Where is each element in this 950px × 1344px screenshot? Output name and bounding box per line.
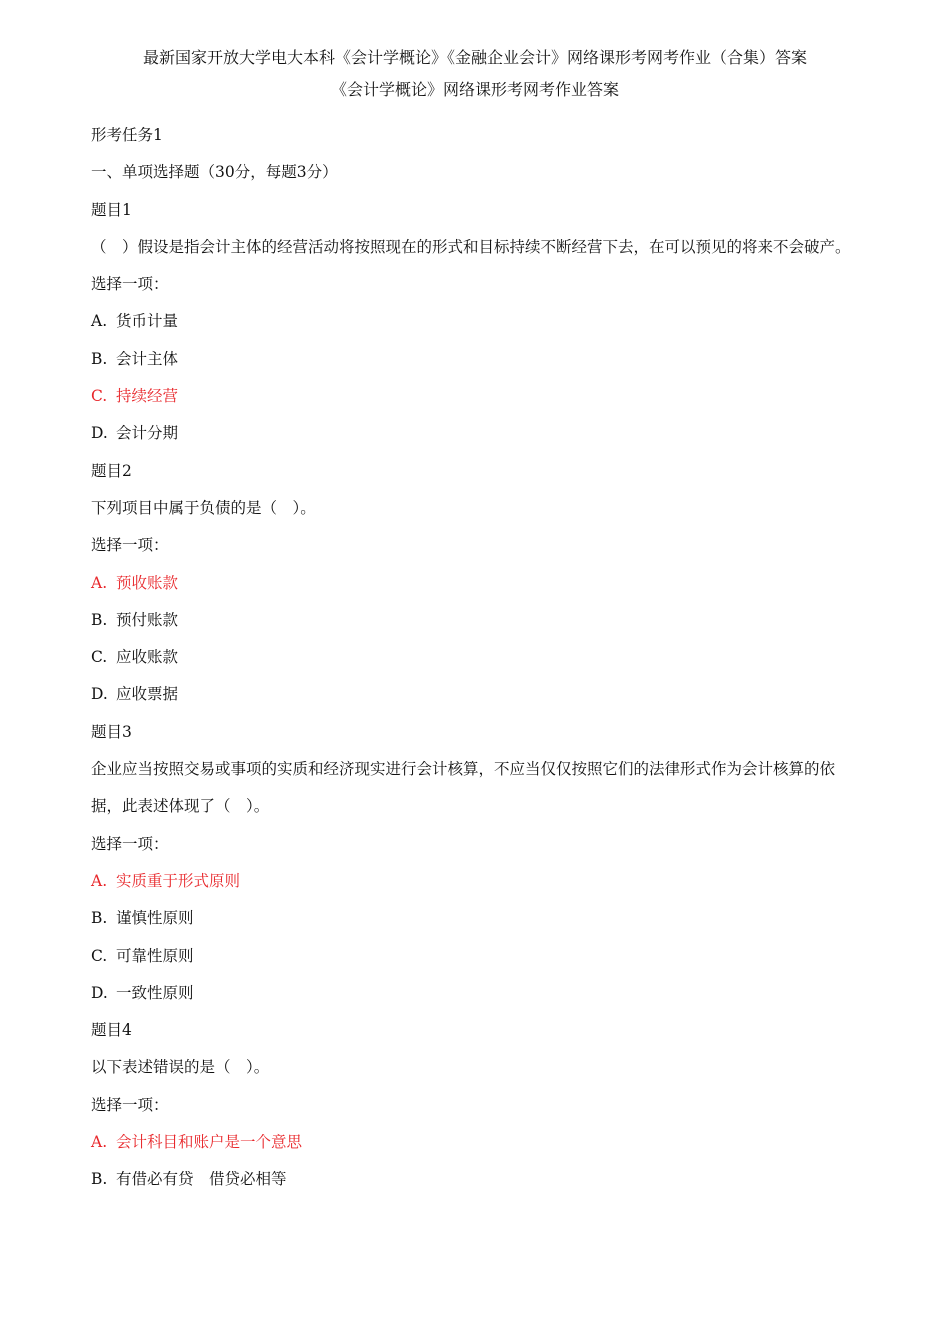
option-letter: C. (91, 387, 108, 406)
option-d (91, 676, 861, 713)
option-c (91, 938, 861, 975)
option-text: 预付账款 (116, 610, 179, 629)
option-d (91, 975, 861, 1012)
option-b (91, 341, 861, 378)
option-letter: A. (91, 573, 108, 592)
option-a-correct (91, 1124, 861, 1161)
option-text: 会计主体 (116, 349, 179, 368)
question-block (91, 714, 861, 1012)
document-subtitle: 《会计学概论》网络课形考网考作业答案 (330, 80, 619, 99)
question-label: 题目3 (91, 722, 132, 741)
document-title: 最新国家开放大学电大本科《会计学概论》《金融企业会计》网络课形考网考作业（合集）答案 (142, 48, 807, 67)
option-c-correct (91, 378, 861, 415)
option-text: 一致性原则 (116, 983, 194, 1002)
question-stem: 下列项目中属于负债的是（ ）。 (91, 498, 316, 517)
option-a-correct (91, 863, 861, 900)
option-text: 应收账款 (116, 648, 179, 667)
option-text: 预收账款 (116, 573, 179, 592)
option-text: 应收票据 (116, 685, 179, 704)
question-block (91, 453, 861, 714)
option-letter: B. (91, 610, 108, 629)
task-heading: 形考任务1 (91, 126, 163, 144)
question-prompt: 选择一项： (91, 275, 169, 294)
option-letter: A. (91, 312, 108, 331)
option-a (91, 303, 861, 340)
option-b (91, 1161, 861, 1198)
option-b (91, 602, 861, 639)
option-letter: C. (91, 946, 108, 965)
question-stem: （ ）假设是指会计主体的经营活动将按照现在的形式和目标持续不断经营下去，在可以预见的将来不会破产。 (91, 237, 851, 256)
option-text: 实质重于形式原则 (116, 871, 241, 890)
option-text: 可靠性原则 (116, 946, 194, 965)
option-text: 会计分期 (116, 424, 179, 443)
question-stem: 以下表述错误的是（ ）。 (91, 1058, 270, 1077)
option-text: 持续经营 (116, 387, 179, 406)
option-letter: B. (91, 1170, 108, 1189)
option-text: 货币计量 (116, 312, 179, 331)
option-text: 有借必有贷 借贷必相等 (116, 1170, 287, 1189)
question-stem: 企业应当按照交易或事项的实质和经济现实进行会计核算，不应当仅仅按照它们的法律形式作为会计核算的依据，此表述体现了（ ）。 (91, 760, 836, 816)
question-label: 题目4 (91, 1021, 132, 1040)
option-d (91, 415, 861, 452)
option-text: 谨慎性原则 (116, 909, 194, 928)
question-label: 题目1 (91, 200, 132, 219)
option-letter: B. (91, 909, 108, 928)
option-b (91, 900, 861, 937)
option-letter: D. (91, 685, 108, 704)
option-text: 会计科目和账户是一个意思 (116, 1133, 303, 1152)
question-block (91, 192, 861, 453)
document-content (91, 117, 861, 1199)
option-letter: A. (91, 871, 108, 890)
option-letter: B. (91, 349, 108, 368)
option-a-correct (91, 565, 861, 602)
option-letter: C. (91, 648, 108, 667)
question-prompt: 选择一项： (91, 834, 169, 853)
question-prompt: 选择一项： (91, 1095, 169, 1114)
part-heading: 一、单项选择题（30分，每题3分） (91, 163, 338, 182)
option-letter: D. (91, 424, 108, 443)
question-prompt: 选择一项： (91, 536, 169, 555)
option-c (91, 639, 861, 676)
question-label: 题目2 (91, 461, 132, 480)
option-letter: D. (91, 983, 108, 1002)
question-block (91, 1012, 861, 1198)
option-letter: A. (91, 1133, 108, 1152)
